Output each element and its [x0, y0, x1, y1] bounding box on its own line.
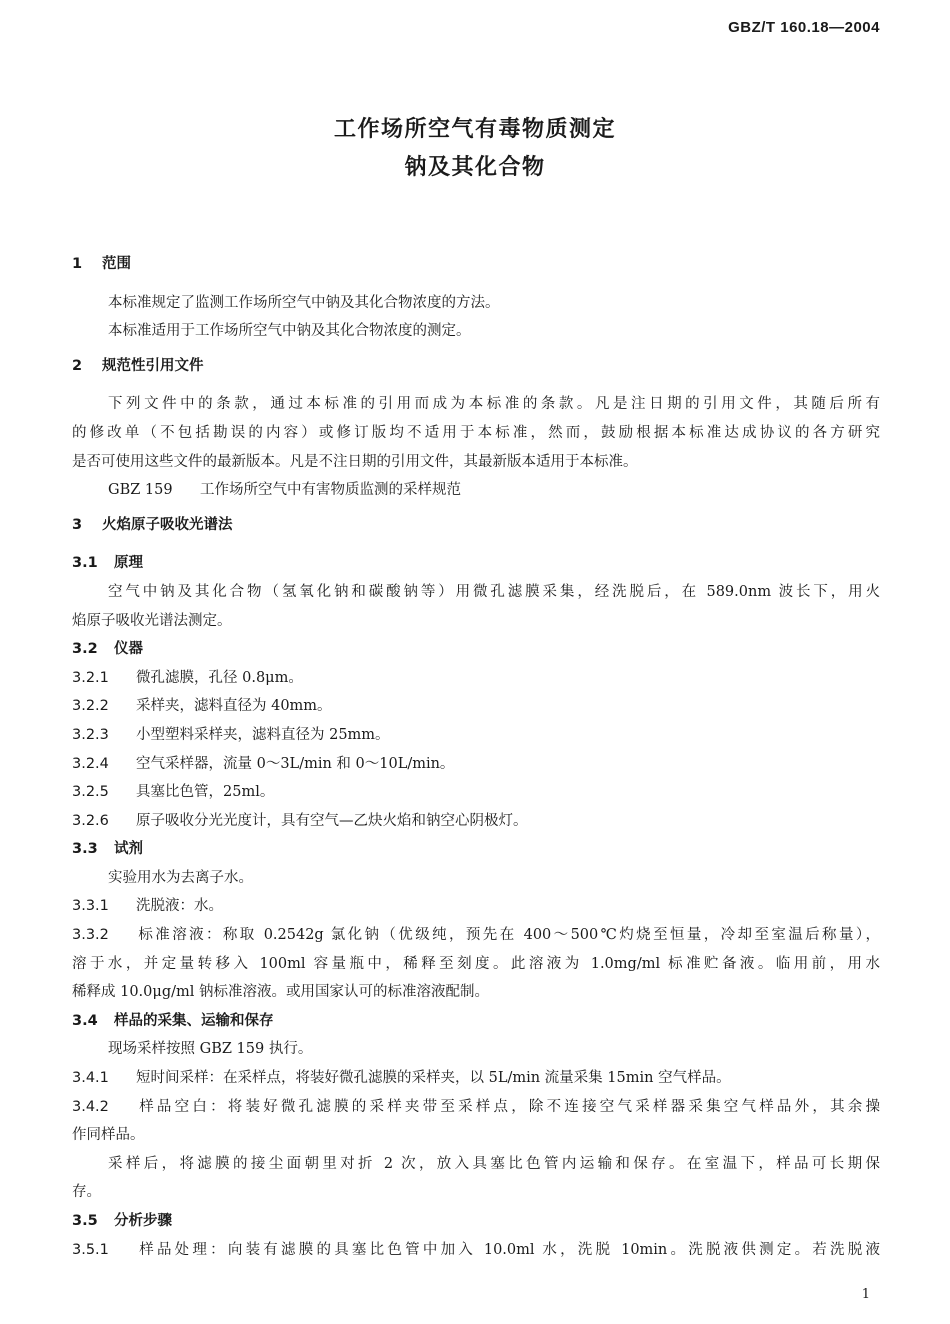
paragraph: 本标准适用于工作场所空气中钠及其化合物浓度的测定。 [108, 323, 471, 340]
paragraph: 本标准规定了监测工作场所空气中钠及其化合物浓度的方法。 [108, 294, 500, 311]
clause-text: 微孔滤膜，孔径 0.8μm。 [136, 669, 303, 686]
subsection-title: 仪器 [114, 641, 143, 658]
subsection-title: 试剂 [114, 841, 143, 858]
clause-text: 样品处理：向装有滤膜的具塞比色管中加入 10.0ml 水，洗脱 10min。洗脱液供测定。若洗脱液 [136, 1241, 880, 1258]
subsection-number: 3.2 [72, 641, 98, 658]
clause-text: 采样夹，滤料直径为 40mm。 [136, 698, 332, 715]
clause-item [72, 1093, 880, 1122]
paragraph-line: 作同样品。 [72, 1127, 145, 1144]
clause-number: 3.4.2 [72, 1098, 109, 1115]
clause-item [72, 692, 880, 721]
subsection-heading-3-2 [72, 635, 880, 664]
paragraph-line: 空气中钠及其化合物（氢氧化钠和碳酸钠等）用微孔滤膜采集，经洗脱后，在 589.0nm 波长下，用火 [108, 583, 880, 600]
clause-item [72, 1064, 880, 1093]
document-subtitle: 钠及其化合物 [404, 155, 546, 180]
paragraph-line: 焰原子吸收光谱法测定。 [72, 612, 232, 629]
subsection-heading-3-5 [72, 1207, 880, 1236]
subsection-heading-3-4 [72, 1007, 880, 1036]
document-title: 工作场所空气有毒物质测定 [333, 117, 616, 142]
subsection-number: 3.3 [72, 841, 98, 858]
subsection-number: 3.4 [72, 1012, 98, 1029]
clause-item [72, 807, 880, 836]
section-number: 3 [72, 516, 83, 533]
paragraph-line: 溶于水，并定量转移入 100ml 容量瓶中，稀释至刻度。此溶液为 1.0mg/ml 标准贮备液。临用前，用水 [72, 955, 880, 972]
clause-number: 3.2.3 [72, 726, 109, 743]
clause-number: 3.2.1 [72, 669, 109, 686]
document-body [72, 250, 880, 1264]
clause-number: 3.2.4 [72, 755, 109, 772]
clause-text: 短时间采样：在采样点，将装好微孔滤膜的采样夹，以 5L/min 流量采集 15min 空气样品。 [136, 1070, 731, 1087]
clause-item [72, 1236, 880, 1265]
reference-item [72, 476, 880, 505]
reference-code: GBZ 159 [108, 482, 173, 499]
reference-title: 工作场所空气中有害物质监测的采样规范 [200, 482, 461, 499]
clause-text: 洗脱液：水。 [136, 898, 223, 915]
paragraph-line: 是否可使用这些文件的最新版本。凡是不注日期的引用文件，其最新版本适用于本标准。 [72, 453, 638, 470]
paragraph-line: 稀释成 10.0μg/ml 钠标准溶液。或用国家认可的标准溶液配制。 [72, 984, 489, 1001]
subsection-title: 样品的采集、运输和保存 [114, 1012, 274, 1029]
clause-number: 3.2.2 [72, 698, 109, 715]
subsection-number: 3.1 [72, 555, 98, 572]
clause-item [72, 750, 880, 779]
subsection-number: 3.5 [72, 1213, 98, 1229]
subsection-title: 原理 [114, 555, 143, 572]
clause-item [72, 892, 880, 921]
paragraph: 实验用水为去离子水。 [108, 869, 253, 886]
clause-number: 3.3.2 [72, 927, 109, 944]
subsection-heading-3-3 [72, 835, 880, 864]
page-number: 1 [861, 1287, 870, 1302]
section-title: 范围 [102, 256, 131, 272]
clause-item [72, 921, 880, 950]
clause-item [72, 778, 880, 807]
clause-number: 3.2.5 [72, 784, 109, 801]
section-heading-1 [72, 250, 880, 279]
clause-text: 样品空白：将装好微孔滤膜的采样夹带至采样点，除不连接空气采样器采集空气样品外，其余操 [136, 1098, 880, 1115]
paragraph-line: 下列文件中的条款，通过本标准的引用而成为本标准的条款。凡是注日期的引用文件，其随后所有 [108, 396, 880, 413]
clause-text: 标准溶液：称取 0.2542g 氯化钠（优级纯，预先在 400～500℃灼烧至恒量，冷却至室温后称量）， [136, 927, 880, 944]
standard-code: GBZ/T 160.18—2004 [728, 19, 880, 36]
section-number: 1 [72, 256, 83, 272]
paragraph-line: 采样后，将滤膜的接尘面朝里对折 2 次，放入具塞比色管内运输和保存。在室温下，样品可长期保 [108, 1155, 880, 1172]
clause-number: 3.2.6 [72, 812, 109, 829]
subsection-title: 分析步骤 [114, 1213, 172, 1229]
clause-item [72, 721, 880, 750]
clause-text: 小型塑料采样夹，滤料直径为 25mm。 [136, 726, 390, 743]
section-heading-3 [72, 511, 880, 540]
paragraph-line: 存。 [72, 1184, 101, 1201]
clause-item [72, 664, 880, 693]
section-title: 火焰原子吸收光谱法 [102, 516, 233, 533]
clause-number: 3.5.1 [72, 1241, 109, 1258]
section-heading-2 [72, 352, 880, 381]
section-title: 规范性引用文件 [102, 357, 204, 374]
paragraph: 现场采样按照 GBZ 159 执行。 [108, 1041, 313, 1058]
clause-text: 原子吸收分光光度计，具有空气—乙炔火焰和钠空心阴极灯。 [136, 812, 528, 829]
clause-text: 空气采样器，流量 0～3L/min 和 0～10L/min。 [136, 755, 455, 772]
paragraph-line: 的修改单（不包括勘误的内容）或修订版均不适用于本标准，然而，鼓励根据本标准达成协议的各方研究 [72, 424, 880, 441]
subsection-heading-3-1 [72, 549, 880, 578]
section-number: 2 [72, 357, 83, 374]
clause-number: 3.3.1 [72, 898, 109, 915]
clause-number: 3.4.1 [72, 1070, 109, 1087]
clause-text: 具塞比色管，25ml。 [136, 784, 275, 801]
